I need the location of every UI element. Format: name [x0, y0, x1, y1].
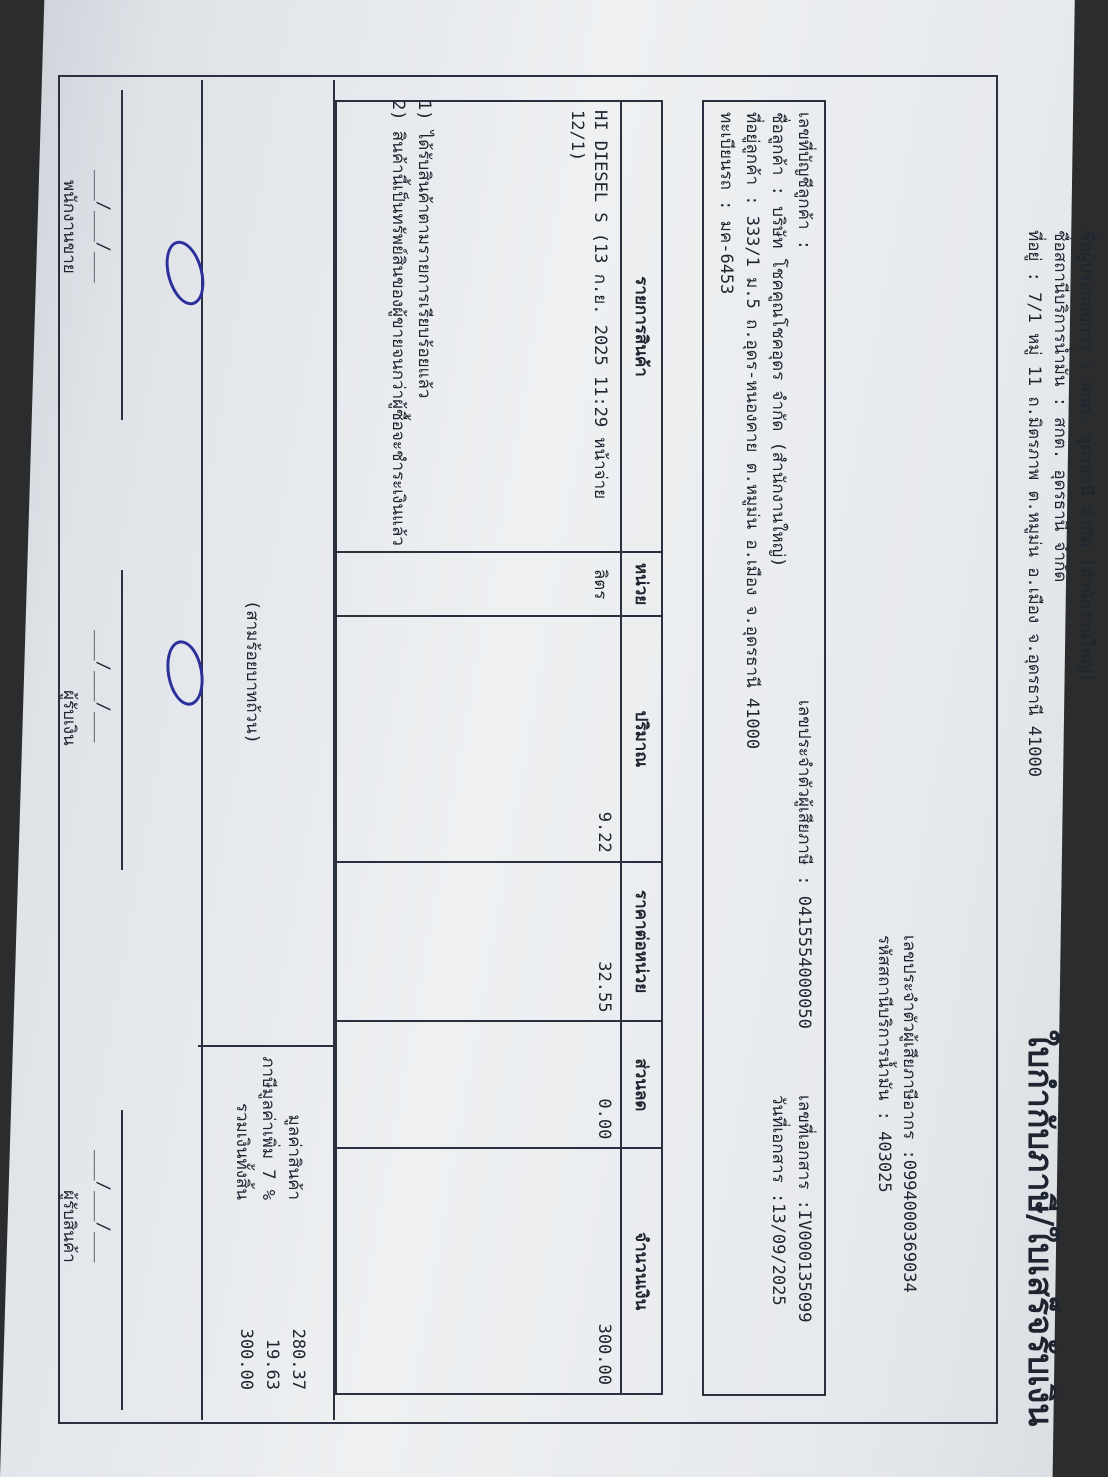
- vat-value: 19.63: [262, 1338, 282, 1390]
- col-header-discount: ส่วนลด: [621, 1021, 662, 1148]
- col-header-unit: หน่วย: [621, 552, 662, 616]
- recipient-sign-line: [121, 1110, 123, 1410]
- note-1: 1) ได้รับสินค้าตามรายการเรียบร้อยแล้ว: [414, 100, 434, 399]
- customer-account: เลขที่บัญชีลูกค้า :: [794, 112, 814, 250]
- recipient-sign-label: ผู้รับสินค้า: [59, 1190, 79, 1263]
- recipient-date: ___/___/___: [93, 1150, 113, 1263]
- total-value: 300.00: [236, 1328, 256, 1390]
- goods-value: 280.37: [288, 1328, 308, 1390]
- receiver-sign-line: [121, 570, 123, 870]
- note-2: 2) สินค้านี้เป็นทรัพย์สินของผู้ขายจนกว่าผู้ซื้อจะชำระเงินแล้ว: [388, 100, 408, 546]
- seller-date: ___/___/___: [93, 170, 113, 283]
- vehicle-plate: ทะเบียนรถ : มค-6453: [716, 112, 736, 295]
- document-number: เลขที่เอกสาร :IV000135099: [794, 1095, 814, 1323]
- col-header-quantity: ปริมาณ: [621, 616, 662, 862]
- document-title: ใบกำกับภาษี/ใบเสร็จรับเงิน: [1020, 1030, 1060, 1427]
- seller-address: ที่อยู่ : 7/1 หมู่ 11 ถ.มิตรภาพ ต.หมูม่น อ.เมือง จ.อุดรธานี 41000: [1024, 230, 1044, 777]
- item-unit-price: 32.55: [336, 862, 621, 1022]
- item-description: HI DIESEL S (13 ก.ย. 2025 11:29 หน้าจ่าย 12/1): [336, 101, 621, 552]
- seller-operator: ชื่อผู้ประกอบการ : สกต. อุดรธานี จำกัด (สำนักงานใหญ่): [1076, 230, 1096, 683]
- item-quantity: 9.22: [336, 616, 621, 862]
- goods-value-label: มูลค่าสินค้า: [284, 1114, 304, 1200]
- customer-name: ชื่อลูกค้า : บริษัท โชคคูณโชคอุดร จำกัด (สำนักงานใหญ่): [768, 112, 788, 568]
- vat-label: ภาษีมูลค่าเพิ่ม 7 %: [258, 1056, 278, 1200]
- item-discount: 0.00: [336, 1021, 621, 1148]
- customer-address: ที่อยู่ลูกค้า : 333/1 ม.5 ถ.อุดร-หนองคาย ต.หมูม่น อ.เมือง จ.อุดรธานี 41000: [742, 112, 762, 750]
- seller-tax-id: เลขประจำตัวผู้เสียภาษีอากร :0994000369034: [899, 935, 919, 1293]
- col-header-unit-price: ราคาต่อหน่วย: [621, 862, 662, 1022]
- item-amount: 300.00: [336, 1148, 621, 1394]
- station-code: รหัสสถานีบริการน้ำมัน : 403025: [874, 935, 894, 1193]
- seller-sign-label: พนักงานขาย: [59, 180, 79, 274]
- receiver-sign-label: ผู้รับเงิน: [59, 690, 79, 746]
- total-label: รวมเงินทั้งสิ้น: [232, 1102, 252, 1200]
- seller-sign-line: [121, 90, 123, 420]
- amount-in-words: (สามร้อยบาทถ้วน): [242, 600, 262, 744]
- customer-tax-id: เลขประจำตัวผู้เสียภาษี : 0415554000050: [794, 700, 814, 1029]
- seller-station: ชื่อสถานีบริการน้ำมัน : สกต. อุดรธานี จำกัด: [1050, 230, 1070, 583]
- col-header-amount: จำนวนเงิน: [621, 1148, 662, 1394]
- document-date: วันที่เอกสาร :13/09/2025: [768, 1095, 788, 1306]
- table-row: [336, 101, 621, 1394]
- summary-divider: [333, 80, 335, 1420]
- item-unit: ลิตร: [336, 552, 621, 616]
- receiver-date: ___/___/___: [93, 630, 113, 743]
- col-header-item: รายการสินค้า: [621, 101, 662, 552]
- table-header-row: [621, 101, 662, 1394]
